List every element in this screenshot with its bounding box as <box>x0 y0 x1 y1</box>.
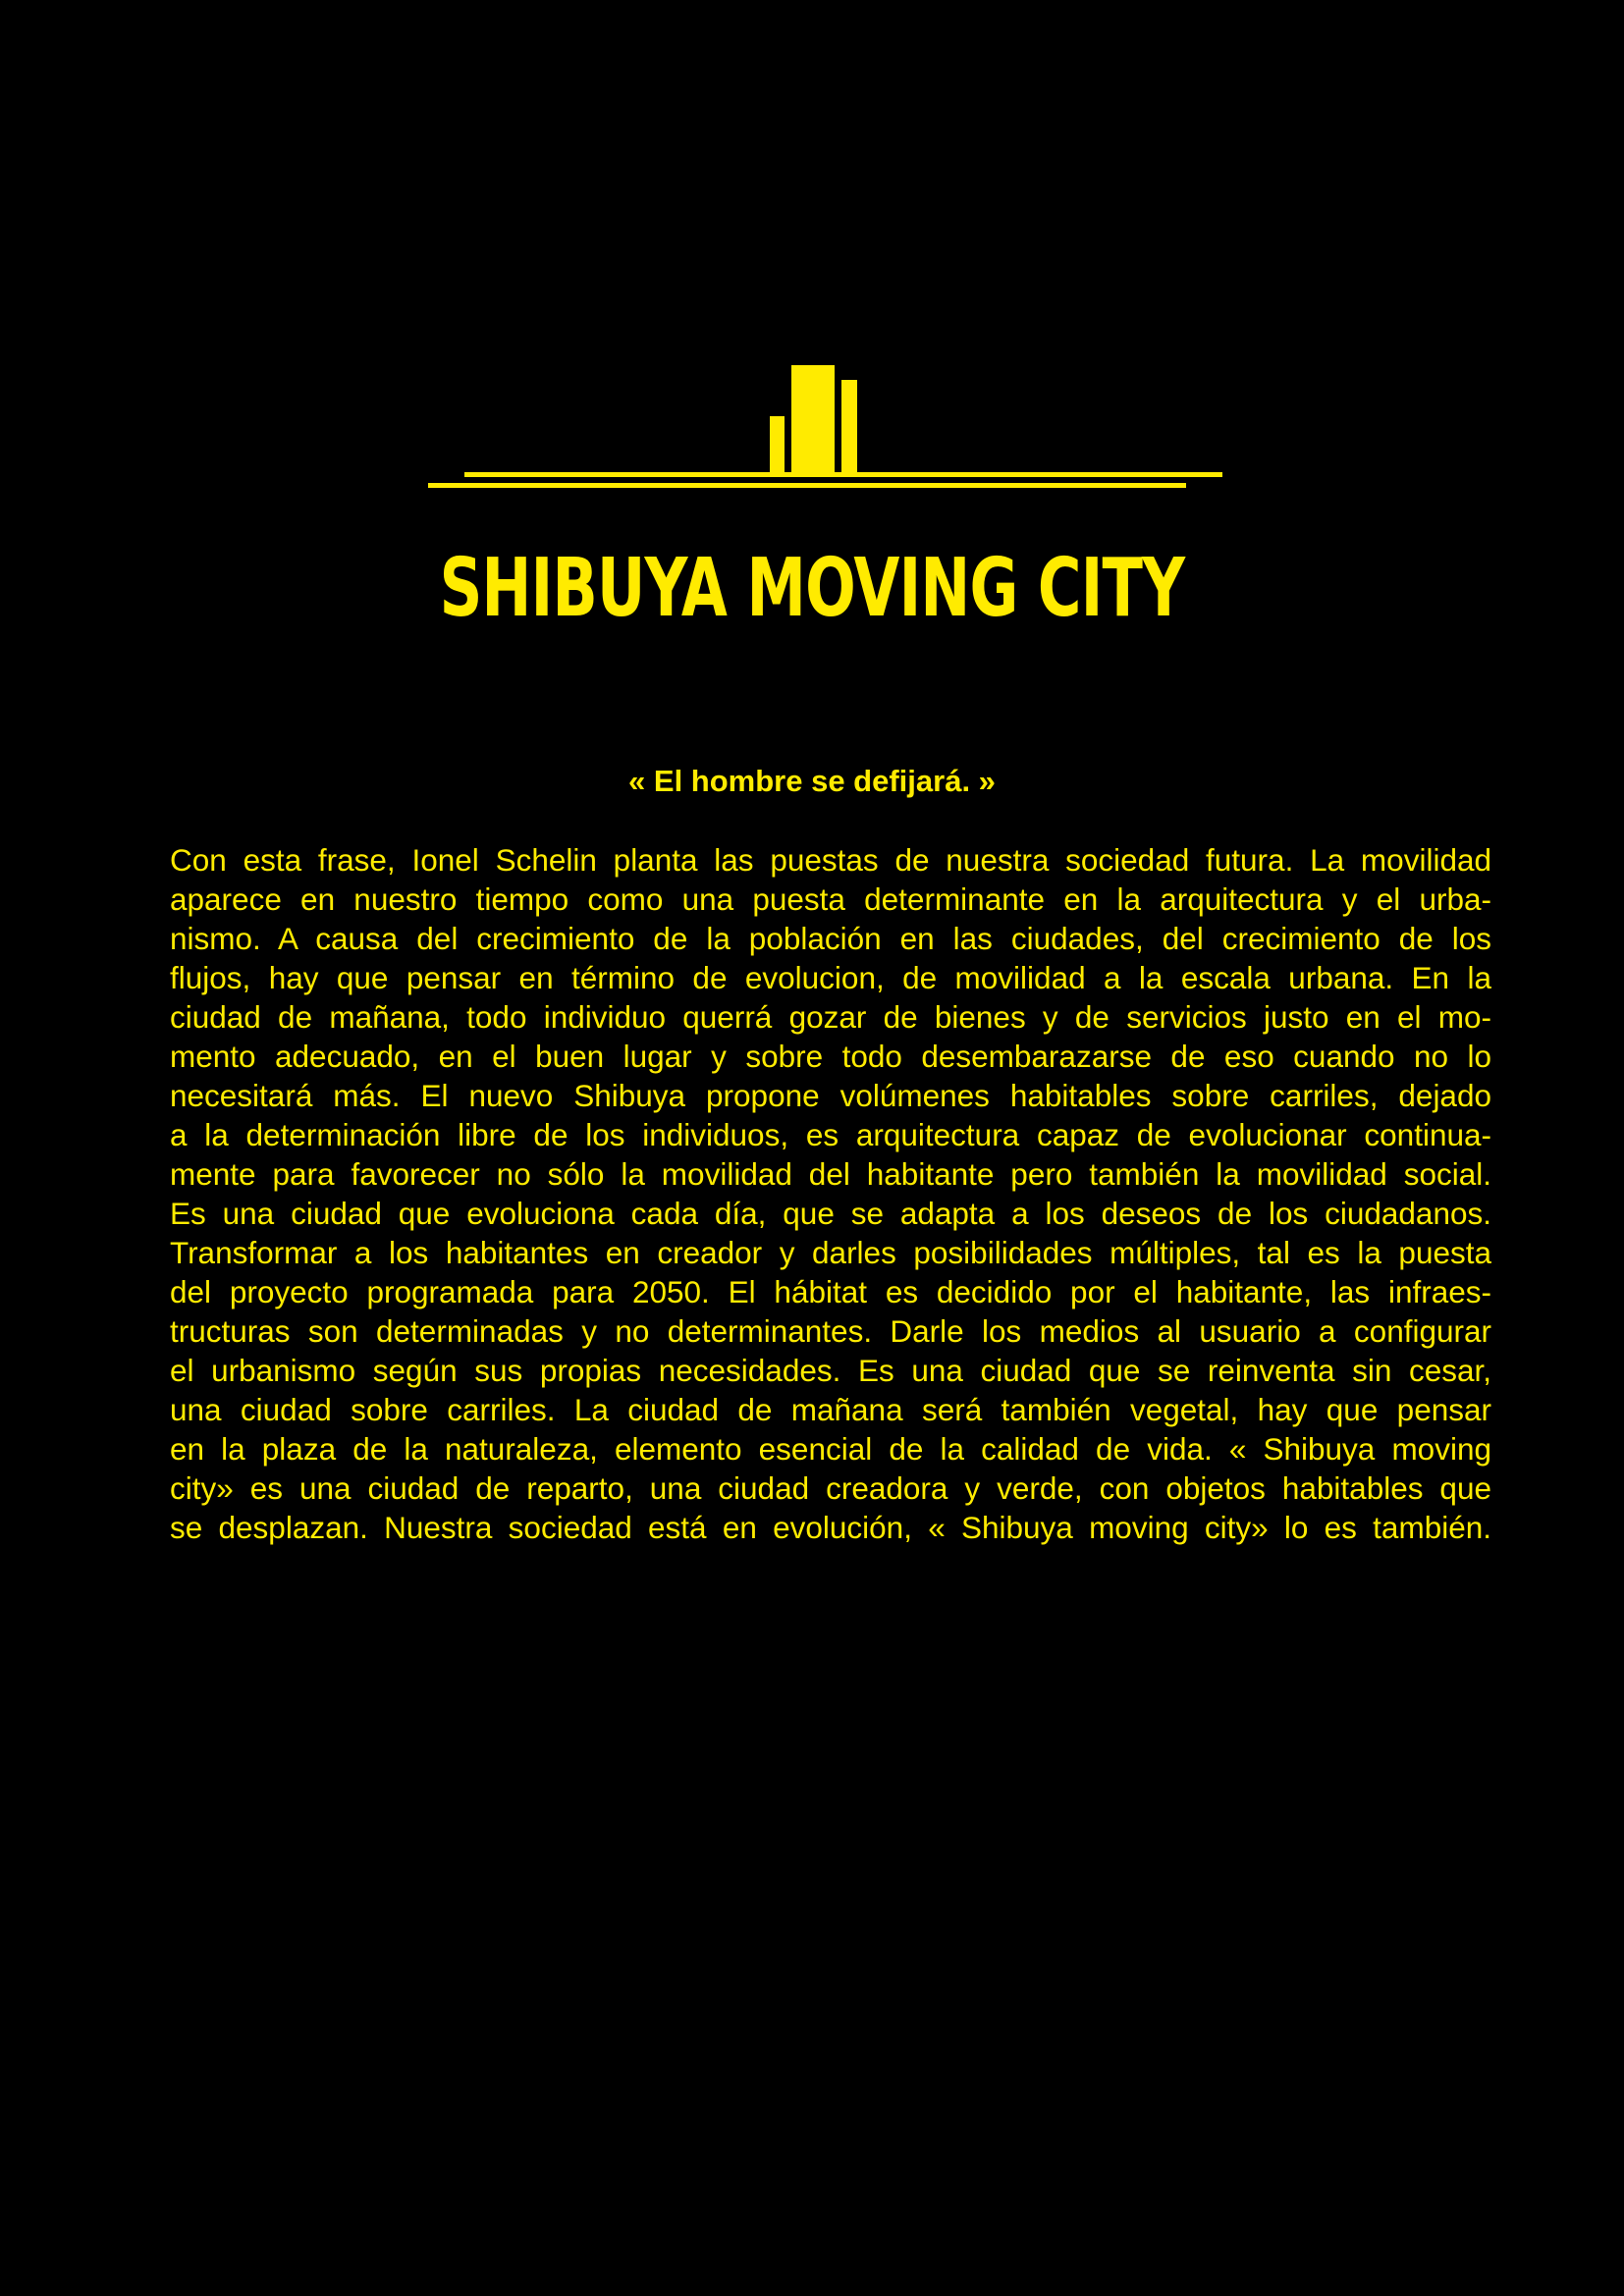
logo-tower-tall <box>791 365 835 475</box>
logo-tower-small <box>770 416 785 475</box>
page-title: SHIBUYA MOVING CITY <box>439 542 1185 635</box>
body-line: Con esta frase, Ionel Schelin planta las puestas de nuestra sociedad futura. La movilidad <box>170 842 1491 878</box>
body-line: Transformar a los habitantes en creador y darles posibilidades múltiples, tal es la puesta <box>170 1235 1491 1270</box>
body-line: a la determinación libre de los individuos, es arquitectura capaz de evolucionar continua- <box>170 1117 1491 1152</box>
logo-rule-lower <box>428 483 1186 488</box>
body-line: se desplazan. Nuestra sociedad está en evolución, « Shibuya moving city» lo es también. <box>170 1510 1491 1545</box>
body-line: aparece en nuestro tiempo como una puesta determinante en la arquitectura y el urba- <box>170 881 1491 917</box>
body-line: nismo. A causa del crecimiento de la población en las ciudades, del crecimiento de los <box>170 921 1491 956</box>
logo-tower-medium <box>841 380 857 475</box>
body-line: del proyecto programada para 2050. El hábitat es decidido por el habitante, las infraes- <box>170 1274 1491 1309</box>
body-line: una ciudad sobre carriles. La ciudad de mañana será también vegetal, hay que pensar <box>170 1392 1491 1427</box>
city-towers-icon <box>426 361 1225 489</box>
body-line: en la plaza de la naturaleza, elemento esencial de la calidad de vida. « Shibuya moving <box>170 1431 1491 1467</box>
body-line: mente para favorecer no sólo la movilidad del habitante pero también la movilidad social. <box>170 1156 1491 1192</box>
logo-rule-upper <box>464 472 1222 477</box>
body-line: necesitará más. El nuevo Shibuya propone volúmenes habitables sobre carriles, dejado <box>170 1078 1491 1113</box>
body-line: tructuras son determinadas y no determinantes. Darle los medios al usuario a configurar <box>170 1313 1491 1349</box>
body-line: mento adecuado, en el buen lugar y sobre todo desembarazarse de eso cuando no lo <box>170 1039 1491 1074</box>
body-line: city» es una ciudad de reparto, una ciudad creadora y verde, con objetos habitables que <box>170 1470 1491 1506</box>
body-line: el urbanismo según sus propias necesidades. Es una ciudad que se reinventa sin cesar, <box>170 1353 1491 1388</box>
body-paragraph <box>170 840 1491 1547</box>
body-line: ciudad de mañana, todo individuo querrá gozar de bienes y de servicios justo en el mo- <box>170 999 1491 1035</box>
body-line: Es una ciudad que evoluciona cada día, que se adapta a los deseos de los ciudadanos. <box>170 1196 1491 1231</box>
quote-heading: « El hombre se defijará. » <box>628 764 996 798</box>
body-line: flujos, hay que pensar en término de evolucion, de movilidad a la escala urbana. En la <box>170 960 1491 995</box>
